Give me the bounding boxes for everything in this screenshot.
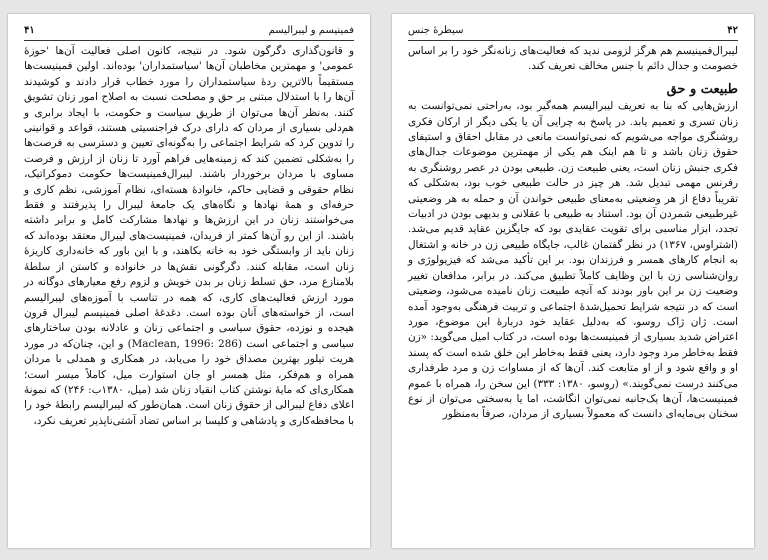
left-page-body <box>24 44 354 540</box>
right-page-title: سیطرهٔ جنس <box>408 24 464 36</box>
left-page-header <box>24 22 354 41</box>
left-page-paragraph: و قانون‌گذاری دگرگون شود. در نتیجه، کانون اصلی فعالیت آن‌ها 'حوزهٔ عمومی' و مهمترین مخاطبان آن‌ها 'سیاستمداران' بوده‌اند. اولین فمینیست‌ها مستقیماً بالاترین ردهٔ سیاستمداران را مورد خطاب قرار دادند و کوشیدند آن‌ها را با استدلال مبتنی بر حق و مصلحت نسبت به اصلاح امور زنان تشویق کنند. به‌نظر آن‌ها می‌توان از طریق سیاست و حکومت، با ایجاد برابری و هم‌دلی بسیاری از مردان که دارای درک فراجنسیتی هستند، قواعد و قوانینی را تدوین کرد که شرایط اجتماعی را به‌گونه‌ای تعیین و دسترسی به فرصت‌ها را به‌شکلی تضمین کند که زمینه‌هایی فراهم آورد تا زنان از ارزش و فرصت مساوی با مردان برخوردار باشند. لیبرال‌فمینیست‌ها حکومت دموکراتیک، نظام حقوقی و قضایی حاکم، خانوادهٔ هسته‌ای، نظام آموزشی، نظم کاری و حرفه‌ای و همهٔ نهادها و نگاه‌های یک جامعهٔ لیبرال را پذیرفتند و فقط می‌خواستند زنان در این ارزش‌ها و نهادها مشارکت کامل و برابر داشته باشند. از این رو آن‌ها کمتر از فریدان، فمینیست‌های لیبرال معتقد بوده‌اند که زنان باید از وابستگی خود به خانه بکاهند، و با این باور که خانه‌داری کاریزهٔ زنان است، مقابله کنند. دگرگونی نقش‌ها در خانواده و کاستن از سلطهٔ بلامنازع مرد، حق تسلط زنان بر بدن خویش و لزوم رفع معیارهای دوگانه در مورد ارزش فعالیت‌های کاری، که همه در تناسب با آموزه‌های لیبرالیسم است، از خواسته‌های آنان بوده است. دغدغهٔ اصلی فمینیسم لیبرال قرون هیجده و نوزده، حقوق سیاسی و اجتماعی زنان و عادلانه بودن ساختارهای سیاسی و اجتماعی است (Maclean, 1996: 286) و این، چنان‌که در مورد هریت تیلور بهترین مصداق خود را می‌یابد، در همکاری و همدلی با مردان همراه و هم‌فکر، مثل همسر او جان استوارت میل، کاملاً میسر است؛ همکاری‌ای که مایهٔ نوشتن کتاب انقیاد زنان شد (میل، ۱۳۸۰ب: ۲۴۶) که نمونهٔ اعلای دفاع لیبرالی از حقوق زنان است. همان‌طور که لیبرالیسم رابطهٔ خود را با محافظه‌کاری و پادشاهی و کلیسا بر اساس تضاد آشتی‌ناپذیر تعریف نکرد، <box>24 45 355 427</box>
right-page-paragraph: ارزش‌هایی که بنا به تعریف لیبرالیسم همه‌گیر بود، به‌راحتی نمی‌توانست به زنان تسری و تعمیم یابد. در پاسخ به چرایی آن یا یکی دیگر از ارکان فکری روشنگری مواجه می‌شویم که نمی‌توانست مانعی در مقابل احقاق و استیفای حقوق زنان باشد و تا هم اینک هم یکی از مهمترین موضوعات جدال‌های فکری جنبش زنان است، یعنی طبیعت زن. طبیعی بودن در عصر روشنگری به رفرنس مهمی تبدیل شد. هر چیز در حالت طبیعی خوب بود، به‌شکلی که تقریباً دفاع از هر وضعیتی به‌معنای طبیعی خواندن آن و حمله به هر وضعیتی غیرطبیعی شمردن آن بود. استناد به طبیعی با عقلانی و بدیهی بودن در ادبیات تجدد، ابزار مناسبی برای تقویت عقایدی بود که جایگزین عقاید قدیم می‌شد. (اشتراوس، ۱۳۶۷) در نظر گفتمان غالب، جایگاه طبیعی زن در خانه و اشتغال به انجام کارهای همسر و فرزندان بود. بر این تأکید می‌شد که فیزیولوژی و روان‌شناسی زن با این وظایف کاملاً تطبیق می‌کند. در برابر، مدافعان تغییر وضعیت زن بر این باور بودند که آنچه طبیعت زنان نامیده می‌شود، وضعیتی است که در نتیجه شرایط تحمیل‌شدهٔ اجتماعی و تربیت فرهنگی به‌وجود آمده است. ژان ژاک روسو، که به‌دلیل عقاید خود دربارهٔ این موضوع، مورد اعتراض شدید بسیاری از فمینیست‌ها بوده است، در کتاب امیل می‌گوید: «زن فقط به‌خاطر مرد وجود دارد، یعنی فقط به‌خاطر این خلق شده است که پسند او و واقع شود و از او متابعت کند. آن‌ها که از مساوات زن و مرد طرفداری می‌کنند درست نمی‌گویند.» (روسو، ۱۳۸۰: ۳۳۳) این سخن را، همراه با عموم فمینیست‌ها، آن‌ها یک‌جانبه نمی‌توان انگاشت، اما یا به‌سختی می‌توان از نوع سخنان بی‌مایه‌ای دانست که معمولاً بسیاری از مردان، صرفاً به‌منظور <box>408 100 738 421</box>
right-page-body <box>408 44 738 540</box>
right-page-number: ۴۲ <box>727 24 738 36</box>
right-page-header <box>408 22 738 41</box>
right-page-intro: لیبرال‌فمینیسم هم هرگز لزومی ندید که فعالیت‌های زنانه‌نگر خود را بر اساس خصومت و جدال دائم با جنس مخالف تعریف کند. <box>408 45 738 73</box>
left-page-title: فمینیسم و لیبرالیسم <box>268 24 354 36</box>
left-page-number: ۴۱ <box>24 24 35 36</box>
section-heading: طبیعت و حق <box>666 81 738 97</box>
right-page <box>392 14 754 548</box>
left-page <box>8 14 370 548</box>
